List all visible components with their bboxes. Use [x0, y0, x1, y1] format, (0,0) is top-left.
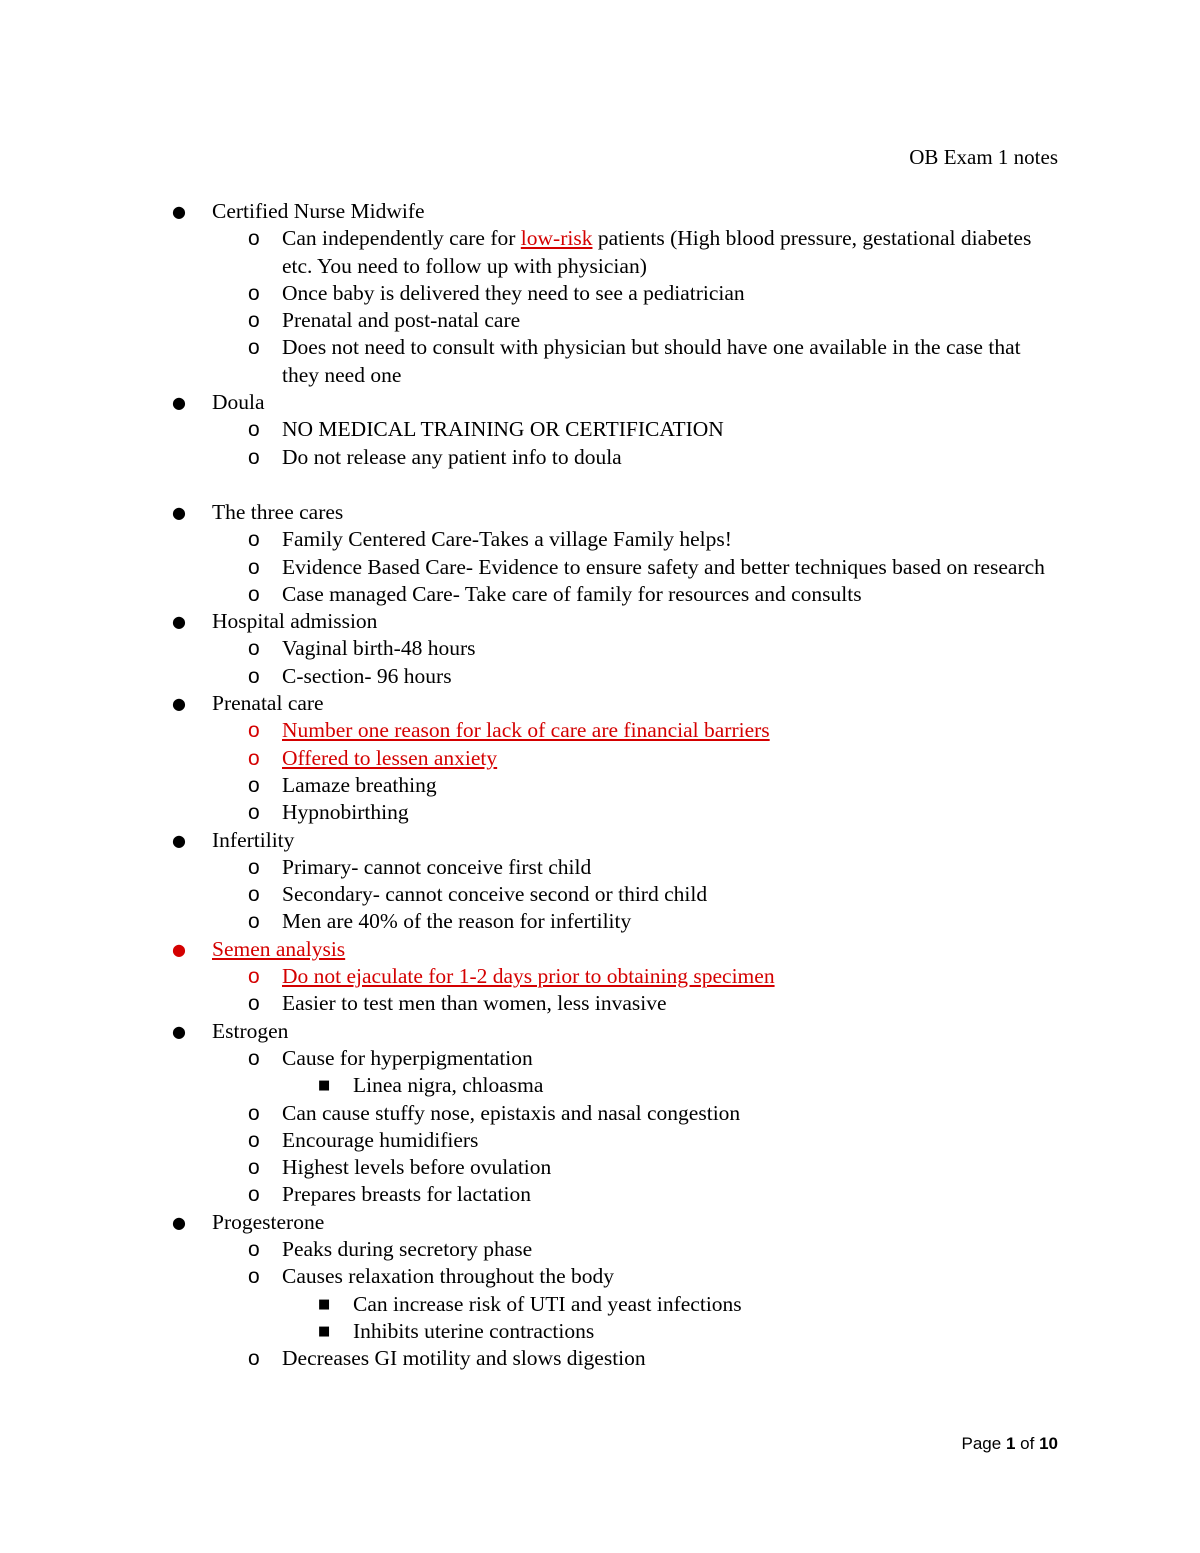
circle-bullet-icon: o	[248, 555, 260, 579]
bullet-item	[0, 198, 1200, 225]
topic-title: Certified Nurse Midwife	[212, 199, 425, 223]
note-text: Easier to test men than women, less invasive	[282, 991, 667, 1016]
circle-bullet-icon: o	[248, 1183, 260, 1207]
sub-bullet-item	[0, 444, 1062, 471]
note-text: Do not release any patient info to doula	[282, 444, 622, 469]
circle-bullet-icon: o	[248, 965, 260, 989]
sub-bullet-item	[0, 963, 1062, 990]
circle-bullet-icon: o	[248, 227, 260, 251]
square-bullet-icon: ■	[318, 1078, 331, 1094]
circle-bullet-icon: o	[248, 1265, 260, 1289]
circle-bullet-icon: o	[248, 992, 260, 1016]
note-text: Once baby is delivered they need to see a pediatrician	[282, 280, 745, 305]
highlighted-note: Number one reason for lack of care are financial barriers	[282, 718, 770, 743]
highlighted-note: Offered to lessen anxiety	[282, 745, 498, 770]
sub-bullet-item	[0, 990, 1062, 1017]
note-text: Men are 40% of the reason for infertility	[282, 909, 632, 934]
sub-bullet-item	[0, 1154, 1062, 1181]
note-text: Can cause stuffy nose, epistaxis and nasal congestion	[282, 1100, 741, 1125]
sub-bullet-item	[0, 745, 1062, 772]
topic-title: Infertility	[212, 827, 295, 852]
topic-title: Doula	[212, 390, 265, 415]
sub-bullet-item	[0, 280, 1062, 307]
note-text: Can increase risk of UTI and yeast infections	[353, 1291, 742, 1316]
sub-bullet-item	[0, 881, 1062, 908]
page-label: Page	[961, 1434, 1002, 1453]
circle-bullet-icon: o	[248, 1101, 260, 1125]
sub-sub-bullet-item	[0, 1318, 1200, 1345]
bullet-item	[0, 608, 1200, 635]
note-text: Highest levels before ovulation	[282, 1155, 552, 1180]
bullet-dot-icon: ●	[172, 612, 186, 632]
note-text: Lamaze breathing	[282, 772, 437, 797]
sub-bullet-item	[0, 635, 1062, 662]
of-label: of	[1020, 1434, 1035, 1453]
circle-bullet-icon: o	[248, 336, 260, 360]
sub-bullet-item	[0, 225, 1062, 280]
circle-bullet-icon: o	[248, 1046, 260, 1070]
circle-bullet-icon: o	[248, 309, 260, 333]
note-text: Primary- cannot conceive first child	[282, 854, 592, 879]
topic-title: The three cares	[212, 499, 344, 524]
circle-bullet-icon: o	[248, 1156, 260, 1180]
bullet-item	[0, 936, 1200, 963]
note-text: C-section- 96 hours	[282, 663, 452, 688]
circle-bullet-icon: o	[248, 1237, 260, 1261]
note-text: Does not need to consult with physician but should have one available in the case that they need one	[282, 335, 1021, 387]
note-text: NO MEDICAL TRAINING OR CERTIFICATION	[282, 417, 724, 442]
sub-sub-bullet-item	[0, 1291, 1200, 1318]
sub-bullet-item	[0, 1100, 1062, 1127]
bullet-item	[0, 499, 1200, 526]
highlighted-term: low-risk	[520, 226, 593, 251]
square-bullet-icon: ■	[318, 1296, 331, 1312]
circle-bullet-icon: o	[248, 528, 260, 552]
note-text: Inhibits uterine contractions	[353, 1318, 595, 1343]
sub-bullet-item	[0, 1236, 1062, 1263]
notes-list	[0, 198, 1200, 1372]
topic-title: Hospital admission	[212, 609, 378, 634]
note-text: Evidence Based Care- Evidence to ensure safety and better techniques based on research	[282, 554, 1045, 579]
sub-bullet-item	[0, 663, 1062, 690]
highlighted-note: Do not ejaculate for 1-2 days prior to obtaining specimen	[282, 964, 775, 989]
sub-bullet-item	[0, 554, 1062, 581]
circle-bullet-icon: o	[248, 1347, 260, 1371]
topic-title: Progesterone	[212, 1209, 325, 1234]
bullet-dot-icon: ●	[172, 502, 186, 522]
note-text: Decreases GI motility and slows digestion	[282, 1346, 646, 1371]
note-text: patients (High blood pressure, gestational diabetes etc. You need to follow up with physician)	[282, 226, 1032, 278]
circle-bullet-icon: o	[248, 418, 260, 442]
current-page-number: 1	[1005, 1434, 1016, 1453]
circle-bullet-icon: o	[248, 445, 260, 469]
note-text: Case managed Care- Take care of family for resources and consults	[282, 581, 862, 606]
note-text: Cause for hyperpigmentation	[282, 1045, 533, 1070]
square-bullet-icon: ■	[318, 1323, 331, 1339]
note-text: Family Centered Care-Takes a village Family helps!	[282, 527, 732, 552]
sub-bullet-item	[0, 1345, 1062, 1372]
bullet-dot-icon: ●	[172, 1021, 186, 1041]
sub-bullet-item	[0, 1181, 1062, 1208]
note-text: Encourage humidifiers	[282, 1127, 479, 1152]
note-text: Peaks during secretory phase	[282, 1236, 533, 1261]
bullet-item	[0, 1209, 1200, 1236]
note-text: Vaginal birth-48 hours	[282, 636, 476, 661]
circle-bullet-icon: o	[248, 719, 260, 743]
sub-bullet-item	[0, 717, 1062, 744]
sub-bullet-item	[0, 908, 1062, 935]
bullet-dot-icon: ●	[172, 939, 186, 959]
note-text: Causes relaxation throughout the body	[282, 1264, 614, 1289]
bullet-dot-icon: ●	[172, 830, 186, 850]
bullet-dot-icon: ●	[172, 1212, 186, 1232]
bullet-dot-icon: ●	[172, 393, 186, 413]
sub-bullet-item	[0, 1045, 1062, 1072]
page-header-title: OB Exam 1 notes	[909, 145, 1058, 169]
bullet-item	[0, 1018, 1200, 1045]
bullet-item	[0, 827, 1200, 854]
note-text: Prepares breasts for lactation	[282, 1182, 531, 1207]
note-text: Secondary- cannot conceive second or third child	[282, 882, 708, 907]
sub-bullet-item	[0, 1263, 1062, 1290]
circle-bullet-icon: o	[248, 855, 260, 879]
blank-line	[0, 471, 1200, 499]
sub-bullet-item	[0, 799, 1062, 826]
bullet-item	[0, 389, 1200, 416]
bullet-item	[0, 690, 1200, 717]
circle-bullet-icon: o	[248, 746, 260, 770]
sub-bullet-item	[0, 307, 1062, 334]
bullet-dot-icon: ●	[172, 202, 186, 221]
circle-bullet-icon: o	[248, 910, 260, 934]
total-pages-number: 10	[1039, 1434, 1058, 1453]
topic-title: Estrogen	[212, 1018, 289, 1043]
note-text: Can independently care for	[282, 226, 521, 251]
note-text: Hypnobirthing	[282, 800, 409, 825]
circle-bullet-icon: o	[248, 773, 260, 797]
page-number-footer	[962, 1434, 1058, 1454]
sub-bullet-item	[0, 772, 1062, 799]
sub-bullet-item	[0, 526, 1062, 553]
sub-bullet-item	[0, 416, 1062, 443]
note-text: Prenatal and post-natal care	[282, 308, 521, 333]
circle-bullet-icon: o	[248, 281, 260, 305]
circle-bullet-icon: o	[248, 883, 260, 907]
note-text: Linea nigra, chloasma	[353, 1073, 544, 1098]
circle-bullet-icon: o	[248, 582, 260, 606]
bullet-dot-icon: ●	[172, 694, 186, 714]
circle-bullet-icon: o	[248, 801, 260, 825]
topic-title: Prenatal care	[212, 691, 324, 716]
sub-bullet-item	[0, 854, 1062, 881]
sub-bullet-item	[0, 581, 1062, 608]
circle-bullet-icon: o	[248, 1128, 260, 1152]
sub-bullet-item	[0, 334, 1062, 389]
circle-bullet-icon: o	[248, 664, 260, 688]
topic-title: Semen analysis	[212, 936, 346, 961]
sub-sub-bullet-item	[0, 1072, 1200, 1099]
circle-bullet-icon: o	[248, 637, 260, 661]
sub-bullet-item	[0, 1127, 1062, 1154]
